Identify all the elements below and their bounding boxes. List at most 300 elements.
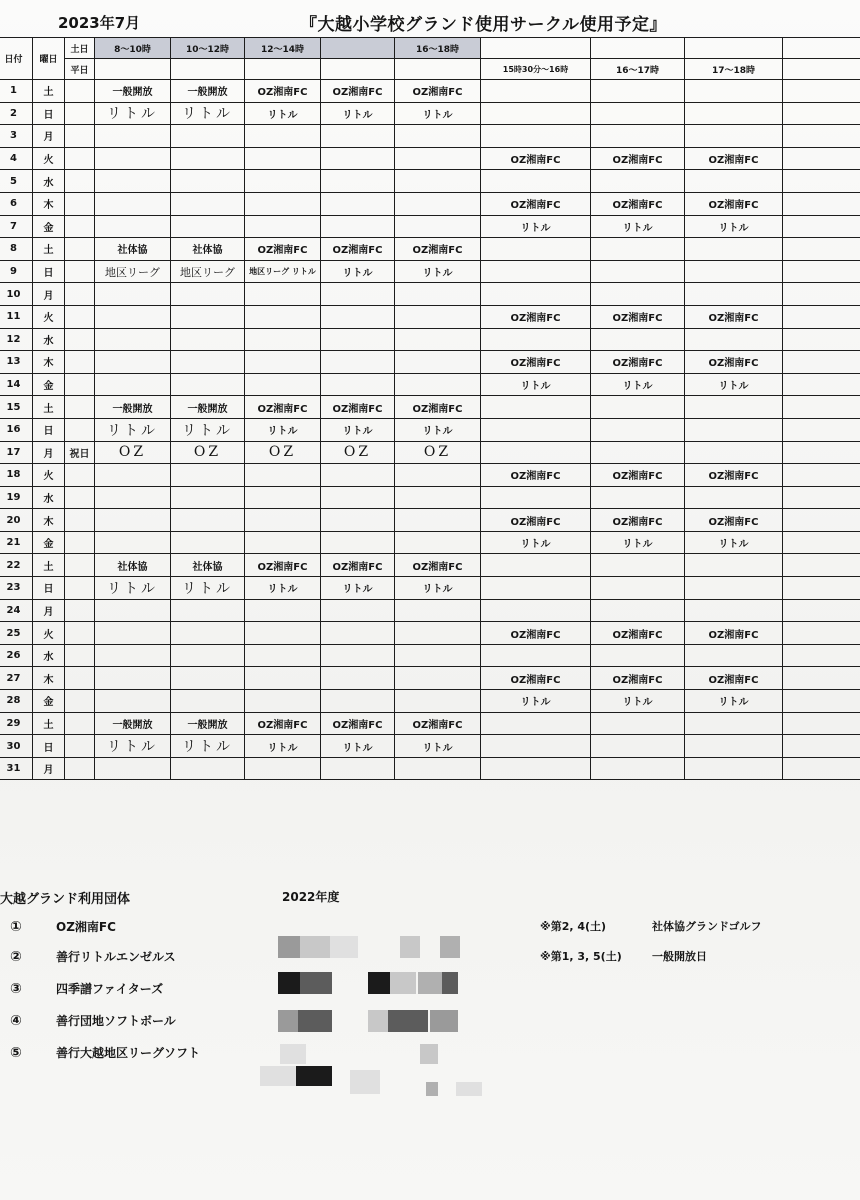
- slot-cell: OZ湘南FC: [481, 351, 591, 374]
- slot-cell: リトル: [395, 260, 481, 283]
- slot-cell: [171, 351, 245, 374]
- schedule-row: [0, 599, 860, 622]
- slot-cell: リトル: [95, 577, 171, 600]
- weekday-cell: 木: [33, 667, 65, 690]
- slot-cell: [171, 192, 245, 215]
- slot-cell: リトル: [321, 735, 395, 758]
- slot-cell: OZ湘南FC: [685, 667, 783, 690]
- slot-cell: [481, 170, 591, 193]
- legend-num: ②: [10, 949, 22, 965]
- schedule-row: [0, 644, 860, 667]
- slot-cell: [395, 170, 481, 193]
- slot-cell: [591, 396, 685, 419]
- schedule-row: [0, 170, 860, 193]
- legend-name: 善行団地ソフトボール: [56, 1014, 176, 1028]
- note-cell: [65, 238, 95, 261]
- slot-cell: 一般開放: [171, 712, 245, 735]
- slot-cell: [685, 757, 783, 780]
- slot-cell: OZ湘南FC: [481, 464, 591, 487]
- slot-cell: [245, 215, 321, 238]
- slot-cell: [245, 373, 321, 396]
- slot-cell: OZ湘南FC: [245, 80, 321, 103]
- slot-cell: [591, 644, 685, 667]
- slot-cell: 地区リーグ リトル: [245, 260, 321, 283]
- note-cell: [65, 757, 95, 780]
- slot-cell: リトル: [321, 260, 395, 283]
- note-cell: [65, 486, 95, 509]
- note-cell: [65, 170, 95, 193]
- slot-cell: リトル: [591, 215, 685, 238]
- schedule-table: [0, 37, 860, 780]
- slot-cell: [321, 531, 395, 554]
- slot-cell: リトル: [321, 102, 395, 125]
- slot-cell: [321, 509, 395, 532]
- legend-num: ⑤: [10, 1045, 22, 1061]
- slot-cell: [245, 170, 321, 193]
- edge-cell: [783, 531, 860, 554]
- slot-cell: リトル: [245, 577, 321, 600]
- slot-cell: [95, 192, 171, 215]
- slot-cell: [395, 125, 481, 148]
- slot-cell: [95, 305, 171, 328]
- blank-h2: [245, 59, 321, 80]
- schedule-row: [0, 102, 860, 125]
- slot-cell: [395, 373, 481, 396]
- slot-cell: [321, 464, 395, 487]
- slot-cell: [685, 283, 783, 306]
- weekday-slot-blank-0: [481, 38, 591, 59]
- edge-cell: [783, 192, 860, 215]
- slot-cell: [321, 328, 395, 351]
- slot-cell: [395, 757, 481, 780]
- header-row-weekday: [0, 59, 860, 80]
- schedule-row: [0, 328, 860, 351]
- weekday-cell: 土: [33, 554, 65, 577]
- slot-cell: [171, 170, 245, 193]
- schedule-row: [0, 486, 860, 509]
- slot-cell: [321, 373, 395, 396]
- legend-num: ③: [10, 981, 22, 997]
- note-cell: 祝日: [65, 441, 95, 464]
- legend-item: [10, 1044, 200, 1061]
- slot-cell: [245, 147, 321, 170]
- legend-item: [10, 948, 176, 965]
- slot-cell: [321, 622, 395, 645]
- slot-cell: [245, 644, 321, 667]
- edge-cell: [783, 351, 860, 374]
- slot-cell: リトル: [685, 531, 783, 554]
- slot-cell: 一般開放: [95, 80, 171, 103]
- slot-cell: [591, 486, 685, 509]
- slot-cell: [685, 238, 783, 261]
- slot-cell: [591, 599, 685, 622]
- slot-cell: [685, 599, 783, 622]
- schedule-row: [0, 667, 860, 690]
- date-cell: 24: [0, 599, 33, 622]
- note-cell: [65, 418, 95, 441]
- edge-cell: [783, 418, 860, 441]
- edge-cell: [783, 170, 860, 193]
- weekday-cell: 火: [33, 147, 65, 170]
- slot-cell: [481, 396, 591, 419]
- date-cell: 17: [0, 441, 33, 464]
- slot-cell: OZ湘南FC: [481, 147, 591, 170]
- slot-cell: [591, 260, 685, 283]
- edge-cell: [783, 373, 860, 396]
- date-cell: 13: [0, 351, 33, 374]
- slot-cell: [171, 147, 245, 170]
- slot-cell: [395, 283, 481, 306]
- slot-cell: [321, 215, 395, 238]
- slot-cell: [685, 486, 783, 509]
- note-cell: [65, 464, 95, 487]
- edge-cell: [783, 622, 860, 645]
- note-cell: [65, 531, 95, 554]
- note-cell: [65, 644, 95, 667]
- slot-cell: [395, 305, 481, 328]
- slot-cell: リトル: [95, 102, 171, 125]
- note-cell: [65, 712, 95, 735]
- schedule-row: [0, 125, 860, 148]
- slot-cell: OZ湘南FC: [591, 305, 685, 328]
- slot-cell: リトル: [395, 418, 481, 441]
- slot-cell: [685, 80, 783, 103]
- schedule-row: [0, 577, 860, 600]
- slot-cell: OZ湘南FC: [321, 712, 395, 735]
- edge-cell: [783, 464, 860, 487]
- weekday-cell: 日: [33, 418, 65, 441]
- slot-header-3: [321, 38, 395, 59]
- slot-cell: [395, 644, 481, 667]
- slot-cell: [171, 328, 245, 351]
- slot-cell: [481, 80, 591, 103]
- edge-cell: [783, 667, 860, 690]
- slot-cell: [321, 757, 395, 780]
- slot-cell: リトル: [171, 577, 245, 600]
- slot-cell: [171, 531, 245, 554]
- edge-cell: [783, 80, 860, 103]
- legend-year: 2022年度: [282, 890, 340, 904]
- slot-cell: [95, 283, 171, 306]
- weekday-cell: 土: [33, 712, 65, 735]
- slot-cell: OZ: [245, 441, 321, 464]
- slot-cell: [481, 260, 591, 283]
- slot-cell: [481, 283, 591, 306]
- slot-cell: [245, 757, 321, 780]
- slot-cell: [591, 238, 685, 261]
- slot-header-4: 16〜18時: [395, 38, 481, 59]
- weekday-cell: 土: [33, 80, 65, 103]
- date-cell: 15: [0, 396, 33, 419]
- slot-cell: [685, 125, 783, 148]
- slot-cell: リトル: [591, 690, 685, 713]
- slot-cell: [95, 486, 171, 509]
- slot-cell: [95, 215, 171, 238]
- slot-cell: [95, 351, 171, 374]
- weekend-label: 土日: [65, 38, 95, 59]
- slot-cell: [685, 735, 783, 758]
- slot-cell: [481, 644, 591, 667]
- legend-note: [540, 918, 762, 934]
- slot-cell: OZ湘南FC: [245, 554, 321, 577]
- slot-cell: [245, 464, 321, 487]
- slot-cell: [481, 238, 591, 261]
- note-cell: [65, 328, 95, 351]
- slot-cell: [685, 260, 783, 283]
- slot-cell: リトル: [685, 690, 783, 713]
- slot-cell: OZ湘南FC: [685, 351, 783, 374]
- slot-cell: [395, 599, 481, 622]
- slot-cell: [245, 531, 321, 554]
- slot-cell: リトル: [685, 215, 783, 238]
- edge-cell: [783, 690, 860, 713]
- schedule-row: [0, 464, 860, 487]
- slot-cell: リトル: [245, 102, 321, 125]
- legend-item: [10, 1012, 176, 1029]
- weekday-header: 曜日: [33, 38, 65, 80]
- date-cell: 5: [0, 170, 33, 193]
- slot-cell: OZ湘南FC: [245, 712, 321, 735]
- slot-cell: [95, 757, 171, 780]
- slot-cell: 地区リーグ: [171, 260, 245, 283]
- slot-cell: [321, 486, 395, 509]
- slot-cell: [321, 283, 395, 306]
- date-cell: 14: [0, 373, 33, 396]
- note-value: 社体協グランドゴルフ: [652, 920, 762, 933]
- slot-cell: [591, 328, 685, 351]
- slot-cell: [245, 125, 321, 148]
- note-cell: [65, 554, 95, 577]
- weekday-cell: 土: [33, 396, 65, 419]
- slot-cell: [245, 599, 321, 622]
- slot-cell: OZ湘南FC: [245, 238, 321, 261]
- slot-cell: [321, 147, 395, 170]
- weekday-cell: 水: [33, 644, 65, 667]
- edge-cell: [783, 328, 860, 351]
- weekday-cell: 日: [33, 735, 65, 758]
- schedule-row: [0, 509, 860, 532]
- note-cell: [65, 373, 95, 396]
- weekday-slot-blank-1: [591, 38, 685, 59]
- weekday-cell: 火: [33, 622, 65, 645]
- edge-cell: [783, 147, 860, 170]
- slot-cell: OZ湘南FC: [395, 80, 481, 103]
- slot-cell: リトル: [95, 418, 171, 441]
- slot-cell: [481, 554, 591, 577]
- schedule-row: [0, 757, 860, 780]
- slot-cell: リトル: [95, 735, 171, 758]
- slot-cell: リトル: [321, 418, 395, 441]
- edge-cell: [783, 305, 860, 328]
- slot-cell: OZ湘南FC: [321, 238, 395, 261]
- weekday-cell: 月: [33, 441, 65, 464]
- note-cell: [65, 147, 95, 170]
- slot-cell: [245, 351, 321, 374]
- slot-cell: [245, 667, 321, 690]
- legend-name: 善行大越地区リーグソフト: [56, 1046, 201, 1060]
- slot-cell: リトル: [591, 531, 685, 554]
- weekday-label: 平日: [65, 59, 95, 80]
- slot-cell: [395, 531, 481, 554]
- blank-h1: [171, 59, 245, 80]
- schedule-row: [0, 712, 860, 735]
- year-month: 2023年7月: [58, 14, 141, 32]
- schedule-row: [0, 305, 860, 328]
- slot-cell: OZ湘南FC: [395, 238, 481, 261]
- slot-cell: [685, 554, 783, 577]
- weekday-cell: 木: [33, 509, 65, 532]
- slot-cell: [95, 531, 171, 554]
- slot-cell: [95, 170, 171, 193]
- weekday-cell: 日: [33, 260, 65, 283]
- weekday-cell: 金: [33, 690, 65, 713]
- edge-cell: [783, 283, 860, 306]
- slot-cell: OZ: [171, 441, 245, 464]
- date-cell: 30: [0, 735, 33, 758]
- slot-cell: [171, 644, 245, 667]
- slot-cell: リトル: [685, 373, 783, 396]
- slot-cell: [321, 305, 395, 328]
- note-cell: [65, 192, 95, 215]
- edge-cell: [783, 260, 860, 283]
- edge-cell: [783, 396, 860, 419]
- slot-cell: [95, 373, 171, 396]
- slot-cell: [245, 328, 321, 351]
- weekday-cell: 金: [33, 531, 65, 554]
- slot-cell: [395, 667, 481, 690]
- slot-cell: [395, 192, 481, 215]
- weekday-cell: 水: [33, 170, 65, 193]
- slot-cell: [591, 283, 685, 306]
- slot-cell: OZ湘南FC: [395, 554, 481, 577]
- date-cell: 20: [0, 509, 33, 532]
- slot-cell: OZ: [321, 441, 395, 464]
- slot-cell: [685, 418, 783, 441]
- slot-cell: [591, 757, 685, 780]
- slot-cell: [481, 599, 591, 622]
- legend-title: 大越グランド利用団体: [0, 892, 131, 907]
- slot-cell: [481, 125, 591, 148]
- edge-cell: [783, 125, 860, 148]
- slot-cell: [591, 102, 685, 125]
- slot-cell: [481, 712, 591, 735]
- slot-cell: [245, 509, 321, 532]
- date-cell: 27: [0, 667, 33, 690]
- slot-cell: [481, 486, 591, 509]
- slot-cell: OZ湘南FC: [245, 396, 321, 419]
- slot-cell: [245, 486, 321, 509]
- slot-cell: [481, 328, 591, 351]
- date-cell: 29: [0, 712, 33, 735]
- note-cell: [65, 351, 95, 374]
- slot-cell: OZ湘南FC: [321, 396, 395, 419]
- weekday-cell: 土: [33, 238, 65, 261]
- slot-cell: OZ湘南FC: [321, 80, 395, 103]
- weekday-cell: 月: [33, 125, 65, 148]
- slot-cell: [95, 509, 171, 532]
- slot-cell: OZ湘南FC: [685, 509, 783, 532]
- slot-cell: リトル: [245, 418, 321, 441]
- date-cell: 11: [0, 305, 33, 328]
- slot-cell: [95, 599, 171, 622]
- slot-cell: リトル: [481, 215, 591, 238]
- date-cell: 25: [0, 622, 33, 645]
- slot-cell: [171, 509, 245, 532]
- slot-cell: [685, 396, 783, 419]
- date-cell: 22: [0, 554, 33, 577]
- legend-name: OZ湘南FC: [56, 920, 116, 934]
- weekday-cell: 月: [33, 757, 65, 780]
- slot-cell: [171, 125, 245, 148]
- weekday-cell: 金: [33, 215, 65, 238]
- slot-cell: [481, 418, 591, 441]
- slot-cell: リトル: [395, 735, 481, 758]
- date-cell: 8: [0, 238, 33, 261]
- schedule-row: [0, 215, 860, 238]
- slot-cell: [395, 486, 481, 509]
- blank-h4: [395, 59, 481, 80]
- schedule-row: [0, 373, 860, 396]
- slot-cell: [245, 283, 321, 306]
- schedule-row: [0, 441, 860, 464]
- slot-cell: [171, 305, 245, 328]
- schedule-row: [0, 735, 860, 758]
- date-cell: 31: [0, 757, 33, 780]
- weekday-slot-header-2: 17〜18時: [685, 59, 783, 80]
- date-cell: 28: [0, 690, 33, 713]
- schedule-row: [0, 351, 860, 374]
- date-cell: 23: [0, 577, 33, 600]
- slot-cell: 一般開放: [171, 80, 245, 103]
- weekday-cell: 日: [33, 102, 65, 125]
- slot-cell: リトル: [395, 102, 481, 125]
- weekday-cell: 月: [33, 283, 65, 306]
- slot-cell: リトル: [481, 531, 591, 554]
- slot-cell: [171, 622, 245, 645]
- slot-cell: [395, 464, 481, 487]
- note-cell: [65, 599, 95, 622]
- slot-cell: [321, 690, 395, 713]
- slot-cell: リトル: [171, 418, 245, 441]
- slot-cell: [321, 192, 395, 215]
- slot-cell: [321, 644, 395, 667]
- note-cell: [65, 305, 95, 328]
- slot-cell: [95, 125, 171, 148]
- slot-cell: OZ湘南FC: [481, 192, 591, 215]
- edge-cell: [783, 509, 860, 532]
- weekday-cell: 水: [33, 486, 65, 509]
- slot-cell: OZ湘南FC: [481, 622, 591, 645]
- schedule-row: [0, 554, 860, 577]
- slot-cell: OZ湘南FC: [685, 305, 783, 328]
- slot-cell: [171, 486, 245, 509]
- slot-cell: [591, 418, 685, 441]
- slot-cell: [481, 441, 591, 464]
- note-label: ※第1, 3, 5(土): [540, 950, 622, 963]
- edge-cell: [783, 102, 860, 125]
- slot-cell: [591, 554, 685, 577]
- slot-cell: 社体協: [95, 554, 171, 577]
- slot-cell: [321, 125, 395, 148]
- slot-cell: OZ湘南FC: [481, 509, 591, 532]
- slot-cell: リトル: [245, 735, 321, 758]
- slot-cell: [395, 147, 481, 170]
- slot-cell: 地区リーグ: [95, 260, 171, 283]
- blank-h3: [321, 59, 395, 80]
- slot-cell: リトル: [395, 577, 481, 600]
- schedule-row: [0, 622, 860, 645]
- slot-cell: [321, 667, 395, 690]
